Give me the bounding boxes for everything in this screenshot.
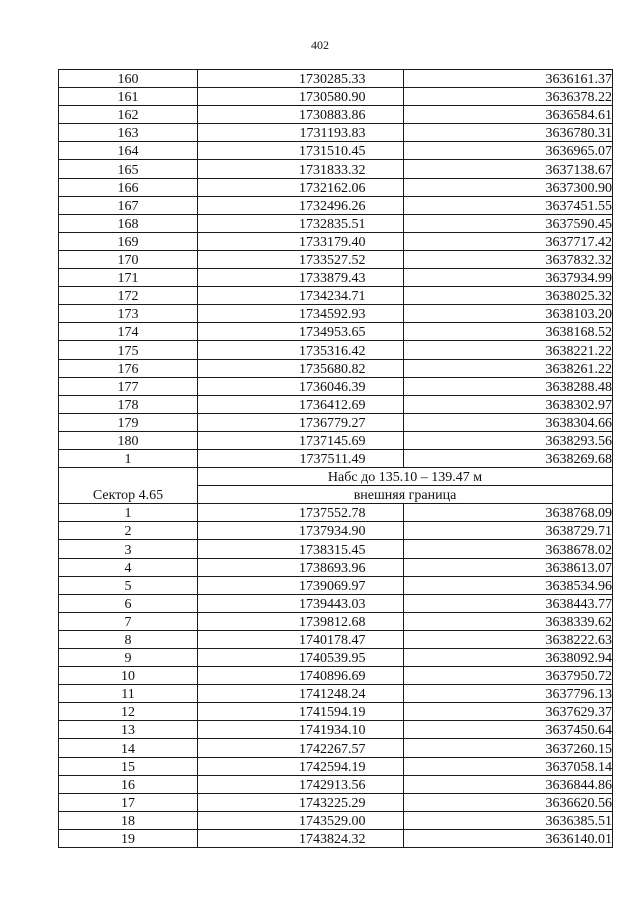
x-coordinate-cell <box>198 757 404 775</box>
point-number: 5 <box>59 576 198 594</box>
x-coordinate-cell <box>198 178 404 196</box>
y-coordinate: 3637590.45 <box>404 214 613 232</box>
point-number: 162 <box>59 106 198 124</box>
x-coordinate-cell <box>198 142 404 160</box>
point-number: 13 <box>59 721 198 739</box>
y-coordinate: 3636140.01 <box>404 829 613 847</box>
coordinates-table <box>58 69 613 848</box>
point-number: 178 <box>59 395 198 413</box>
y-coordinate: 3636584.61 <box>404 106 613 124</box>
table-row <box>59 178 613 196</box>
point-number: 8 <box>59 630 198 648</box>
y-coordinate: 3636385.51 <box>404 811 613 829</box>
x-coordinate-cell <box>198 504 404 522</box>
point-number: 10 <box>59 667 198 685</box>
x-coordinate: 1730580.90 <box>299 90 366 106</box>
point-number: 175 <box>59 341 198 359</box>
x-coordinate: 1734953.65 <box>299 325 366 341</box>
point-number: 166 <box>59 178 198 196</box>
x-coordinate: 1730883.86 <box>299 108 366 124</box>
y-coordinate: 3638443.77 <box>404 594 613 612</box>
y-coordinate: 3637450.64 <box>404 721 613 739</box>
point-number: 15 <box>59 757 198 775</box>
table-row <box>59 70 613 88</box>
point-number: 16 <box>59 775 198 793</box>
point-number: 180 <box>59 431 198 449</box>
x-coordinate: 1734234.71 <box>299 289 366 305</box>
x-coordinate: 1738693.96 <box>299 560 366 576</box>
x-coordinate: 1735680.82 <box>299 361 366 377</box>
point-number: 7 <box>59 612 198 630</box>
table-row <box>59 341 613 359</box>
page-number: 402 <box>311 38 329 52</box>
x-coordinate-cell <box>198 775 404 793</box>
x-coordinate: 1742594.19 <box>299 759 366 775</box>
x-coordinate: 1731510.45 <box>299 144 366 160</box>
y-coordinate: 3638269.68 <box>404 449 613 467</box>
x-coordinate-cell <box>198 685 404 703</box>
table-row <box>59 649 613 667</box>
x-coordinate: 1735316.42 <box>299 343 366 359</box>
table-row <box>59 449 613 467</box>
y-coordinate: 3636620.56 <box>404 793 613 811</box>
table-row <box>59 594 613 612</box>
y-coordinate: 3637260.15 <box>404 739 613 757</box>
x-coordinate: 1743225.29 <box>299 795 366 811</box>
y-coordinate: 3636780.31 <box>404 124 613 142</box>
x-coordinate-cell <box>198 250 404 268</box>
table-row <box>59 504 613 522</box>
table-row <box>59 829 613 847</box>
x-coordinate: 1740178.47 <box>299 633 366 648</box>
y-coordinate: 3637950.72 <box>404 667 613 685</box>
point-number: 2 <box>59 522 198 540</box>
table-row <box>59 232 613 250</box>
table-row <box>59 124 613 142</box>
point-number: 169 <box>59 232 198 250</box>
point-number: 176 <box>59 359 198 377</box>
x-coordinate-cell <box>198 793 404 811</box>
x-coordinate-cell <box>198 522 404 540</box>
y-coordinate: 3638092.94 <box>404 649 613 667</box>
y-coordinate: 3638678.02 <box>404 540 613 558</box>
x-coordinate-cell <box>198 160 404 178</box>
x-coordinate-cell <box>198 232 404 250</box>
point-number: 4 <box>59 558 198 576</box>
table-row <box>59 775 613 793</box>
table-row <box>59 196 613 214</box>
x-coordinate: 1739443.03 <box>299 596 366 612</box>
x-coordinate-cell <box>198 287 404 305</box>
x-coordinate-cell <box>198 413 404 431</box>
point-number: 17 <box>59 793 198 811</box>
y-coordinate: 3636161.37 <box>404 70 613 88</box>
sector-label: Сектор 4.65 <box>59 468 198 504</box>
x-coordinate: 1731193.83 <box>299 126 366 142</box>
point-number: 163 <box>59 124 198 142</box>
table-row <box>59 250 613 268</box>
x-coordinate: 1732835.51 <box>299 216 366 232</box>
x-coordinate-cell <box>198 214 404 232</box>
table-row <box>59 377 613 395</box>
table-row <box>59 721 613 739</box>
x-coordinate-cell <box>198 359 404 377</box>
y-coordinate: 3637300.90 <box>404 178 613 196</box>
table-row <box>59 540 613 558</box>
x-coordinate-cell <box>198 612 404 630</box>
x-coordinate-cell <box>198 106 404 124</box>
table-row <box>59 576 613 594</box>
point-number: 174 <box>59 323 198 341</box>
x-coordinate: 1741248.24 <box>299 687 366 703</box>
x-coordinate: 1742267.57 <box>299 741 366 757</box>
x-coordinate: 1736412.69 <box>299 397 366 413</box>
x-coordinate: 1731833.32 <box>299 162 366 178</box>
point-number: 179 <box>59 413 198 431</box>
table-row <box>59 359 613 377</box>
y-coordinate: 3638302.97 <box>404 395 613 413</box>
table-row <box>59 106 613 124</box>
table-row <box>59 522 613 540</box>
x-coordinate: 1737145.69 <box>299 433 366 449</box>
x-coordinate: 1733179.40 <box>299 234 366 250</box>
table-row <box>59 431 613 449</box>
table-row <box>59 793 613 811</box>
x-coordinate-cell <box>198 576 404 594</box>
y-coordinate: 3637934.99 <box>404 269 613 287</box>
x-coordinate: 1737552.78 <box>299 506 366 522</box>
x-coordinate-cell <box>198 721 404 739</box>
x-coordinate-cell <box>198 305 404 323</box>
x-coordinate-cell <box>198 196 404 214</box>
x-coordinate: 1739812.68 <box>299 614 366 630</box>
table-row <box>59 703 613 721</box>
point-number: 11 <box>59 685 198 703</box>
y-coordinate: 3638168.52 <box>404 323 613 341</box>
point-number: 9 <box>59 649 198 667</box>
x-coordinate: 1733879.43 <box>299 271 366 287</box>
boundary-label: внешняя граница <box>198 486 613 504</box>
point-number: 161 <box>59 88 198 106</box>
point-number: 168 <box>59 214 198 232</box>
x-coordinate-cell <box>198 630 404 648</box>
x-coordinate-cell <box>198 377 404 395</box>
x-coordinate: 1732162.06 <box>299 180 366 196</box>
x-coordinate-cell <box>198 540 404 558</box>
table-row <box>59 558 613 576</box>
table-row <box>59 269 613 287</box>
y-coordinate: 3638339.62 <box>404 612 613 630</box>
x-coordinate: 1736779.27 <box>299 415 366 431</box>
x-coordinate: 1739069.97 <box>299 578 366 594</box>
y-coordinate: 3638222.63 <box>404 630 613 648</box>
point-number: 173 <box>59 305 198 323</box>
x-coordinate: 1738315.45 <box>299 542 366 558</box>
y-coordinate: 3636965.07 <box>404 142 613 160</box>
y-coordinate: 3638768.09 <box>404 504 613 522</box>
x-coordinate-cell <box>198 70 404 88</box>
point-number: 1 <box>59 504 198 522</box>
y-coordinate: 3638613.07 <box>404 558 613 576</box>
y-coordinate: 3638103.20 <box>404 305 613 323</box>
y-coordinate: 3637832.32 <box>404 250 613 268</box>
x-coordinate-cell <box>198 649 404 667</box>
rows-before <box>59 70 613 468</box>
point-number: 170 <box>59 250 198 268</box>
height-note: Набс до 135.10 – 139.47 м <box>198 468 613 486</box>
table-row <box>59 323 613 341</box>
y-coordinate: 3637717.42 <box>404 232 613 250</box>
x-coordinate-cell <box>198 449 404 467</box>
point-number: 12 <box>59 703 198 721</box>
table-row <box>59 630 613 648</box>
x-coordinate-cell <box>198 667 404 685</box>
table-row <box>59 305 613 323</box>
point-number: 14 <box>59 739 198 757</box>
table-row <box>59 287 613 305</box>
x-coordinate-cell <box>198 829 404 847</box>
table-row <box>59 214 613 232</box>
x-coordinate: 1737511.49 <box>299 452 366 468</box>
point-number: 165 <box>59 160 198 178</box>
table-row <box>59 739 613 757</box>
table-row <box>59 685 613 703</box>
point-number: 1 <box>59 449 198 467</box>
y-coordinate: 3637796.13 <box>404 685 613 703</box>
y-coordinate: 3637451.55 <box>404 196 613 214</box>
point-number: 160 <box>59 70 198 88</box>
x-coordinate: 1737934.90 <box>299 524 366 540</box>
x-coordinate: 1740539.95 <box>299 651 366 667</box>
table-row <box>59 395 613 413</box>
x-coordinate: 1736046.39 <box>299 379 366 395</box>
x-coordinate-cell <box>198 323 404 341</box>
table-row <box>59 667 613 685</box>
rows-after <box>59 504 613 848</box>
x-coordinate-cell <box>198 341 404 359</box>
y-coordinate: 3638293.56 <box>404 431 613 449</box>
point-number: 3 <box>59 540 198 558</box>
y-coordinate: 3638304.66 <box>404 413 613 431</box>
y-coordinate: 3638729.71 <box>404 522 613 540</box>
table-row <box>59 757 613 775</box>
x-coordinate-cell <box>198 811 404 829</box>
x-coordinate-cell <box>198 124 404 142</box>
x-coordinate: 1742913.56 <box>299 777 366 793</box>
table-row <box>59 160 613 178</box>
x-coordinate-cell <box>198 703 404 721</box>
sector-header-row-1 <box>59 468 613 486</box>
table-row <box>59 413 613 431</box>
y-coordinate: 3636378.22 <box>404 88 613 106</box>
point-number: 164 <box>59 142 198 160</box>
x-coordinate: 1740896.69 <box>299 669 366 685</box>
point-number: 177 <box>59 377 198 395</box>
x-coordinate-cell <box>198 88 404 106</box>
x-coordinate: 1741934.10 <box>299 723 366 739</box>
x-coordinate: 1743824.32 <box>299 832 366 848</box>
point-number: 171 <box>59 269 198 287</box>
x-coordinate: 1730285.33 <box>299 72 366 88</box>
table-row <box>59 142 613 160</box>
y-coordinate: 3638261.22 <box>404 359 613 377</box>
table-row <box>59 811 613 829</box>
x-coordinate-cell <box>198 395 404 413</box>
y-coordinate: 3637138.67 <box>404 160 613 178</box>
point-number: 172 <box>59 287 198 305</box>
x-coordinate-cell <box>198 594 404 612</box>
y-coordinate: 3637058.14 <box>404 757 613 775</box>
x-coordinate-cell <box>198 739 404 757</box>
sector-header <box>59 468 613 504</box>
y-coordinate: 3638288.48 <box>404 377 613 395</box>
y-coordinate: 3636844.86 <box>404 775 613 793</box>
x-coordinate: 1741594.19 <box>299 705 366 721</box>
point-number: 6 <box>59 594 198 612</box>
y-coordinate: 3638221.22 <box>404 341 613 359</box>
x-coordinate: 1743529.00 <box>299 813 366 829</box>
point-number: 18 <box>59 811 198 829</box>
x-coordinate-cell <box>198 558 404 576</box>
x-coordinate-cell <box>198 269 404 287</box>
y-coordinate: 3638025.32 <box>404 287 613 305</box>
y-coordinate: 3638534.96 <box>404 576 613 594</box>
table-row <box>59 612 613 630</box>
x-coordinate-cell <box>198 431 404 449</box>
table-row <box>59 88 613 106</box>
x-coordinate: 1732496.26 <box>299 198 366 214</box>
x-coordinate: 1734592.93 <box>299 307 366 323</box>
point-number: 167 <box>59 196 198 214</box>
y-coordinate: 3637629.37 <box>404 703 613 721</box>
x-coordinate: 1733527.52 <box>299 253 366 269</box>
point-number: 19 <box>59 829 198 847</box>
